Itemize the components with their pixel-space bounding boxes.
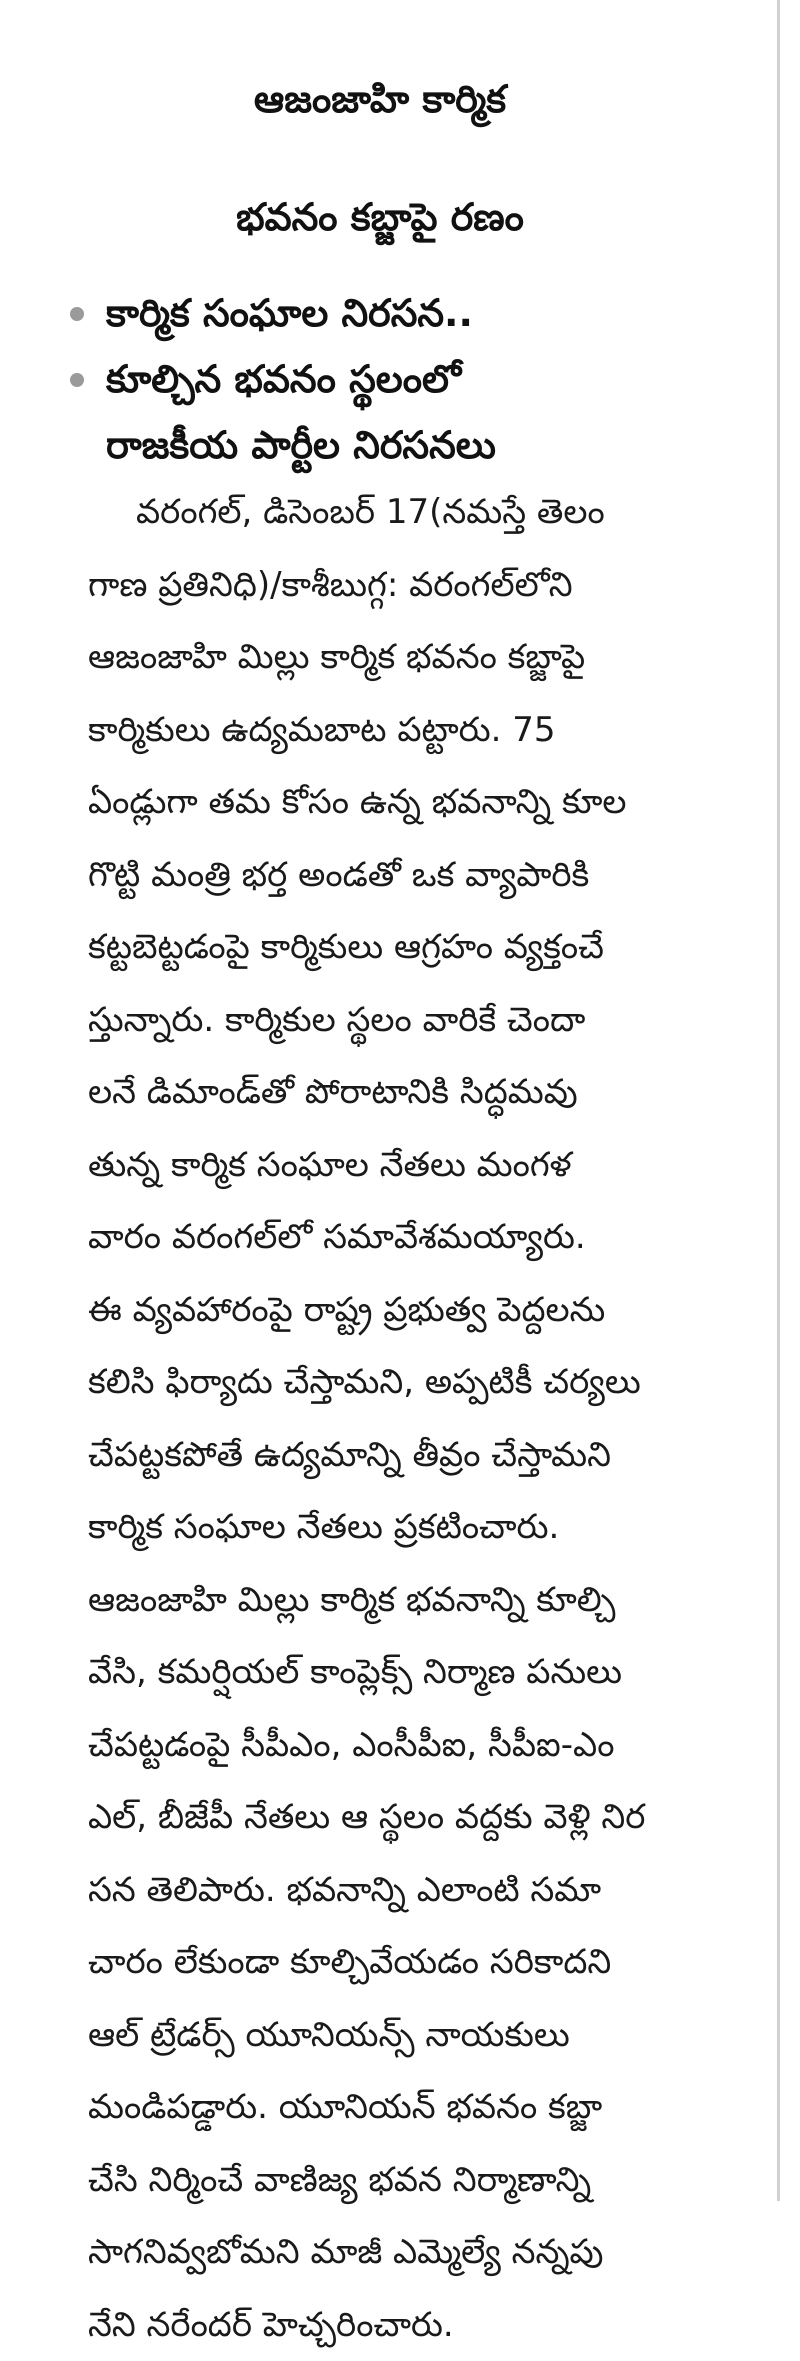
- headline: [0, 40, 760, 276]
- body-line: చారం లేకుండా కూల్చివేయడం సరికాదని: [88, 1926, 738, 1999]
- body-line: ఆజంజాహి మిల్లు కార్మిక భవనాన్ని కూల్చి: [88, 1564, 738, 1637]
- body-line: ఆల్ ట్రేడర్స్ యూనియన్స్ నాయకులు: [88, 1999, 738, 2072]
- body-line: వరంగల్, డిసెంబర్ 17(నమస్తే తెలం: [88, 476, 738, 549]
- body-line: చేసి నిర్మించే వాణిజ్య భవన నిర్మాణాన్ని: [88, 2144, 738, 2217]
- body-line: నేని నరేందర్ హెచ్చరించారు.: [88, 2289, 738, 2361]
- body-line: ఎల్, బీజేపీ నేతలు ఆ స్థలం వద్దకు వెళ్లి నిర: [88, 1781, 738, 1854]
- bullet-item: [70, 346, 750, 478]
- body-line: సన తెలిపారు. భవనాన్ని ఎలాంటి సమా: [88, 1854, 738, 1927]
- column-divider: [777, 0, 780, 2201]
- body-line: కలిసి ఫిర్యాదు చేస్తామని, అప్పటికీ చర్యలు: [88, 1346, 738, 1419]
- body-line: మండిపడ్డారు. యూనియన్ భవనం కబ్జా: [88, 2071, 738, 2144]
- body-line: సాగనివ్వబోమని మాజీ ఎమ్మెల్యే నన్నపు: [88, 2216, 738, 2289]
- body-line: తున్న కార్మిక సంఘాల నేతలు మంగళ: [88, 1129, 738, 1202]
- body-line: ఈ వ్యవహారంపై రాష్ట్ర ప్రభుత్వ పెద్దలను: [88, 1274, 738, 1347]
- subheadline-bullets: [70, 280, 750, 478]
- headline-line: భవనం కబ్జాపై రణం: [0, 158, 760, 276]
- bullet-text: రాజకీయ పార్టీల నిరసనలు: [106, 412, 496, 478]
- bullet-text: కూల్చిన భవనం స్థలంలో: [106, 346, 496, 412]
- article-body: [88, 476, 738, 2361]
- bullet-text: కార్మిక సంఘాల నిరసన..: [106, 280, 473, 346]
- bullet-item: [70, 280, 750, 346]
- body-line: చేపట్టకపోతే ఉద్యమాన్ని తీవ్రం చేస్తామని: [88, 1419, 738, 1492]
- headline-line: ఆజంజాహి కార్మిక: [0, 40, 760, 158]
- body-line: కార్మికులు ఉద్యమబాట పట్టారు. 75: [88, 694, 738, 767]
- bullet-dot-icon: [70, 373, 84, 387]
- body-line: ఆజంజాహి మిల్లు కార్మిక భవనం కబ్జాపై: [88, 621, 738, 694]
- bullet-dot-icon: [70, 307, 84, 321]
- body-line: చేపట్టడంపై సీపీఎం, ఎంసీపీఐ, సీపీఐ-ఎం: [88, 1709, 738, 1782]
- body-line: కార్మిక సంఘాల నేతలు ప్రకటించారు.: [88, 1491, 738, 1564]
- body-line: గాణ ప్రతినిధి)/కాశీబుగ్గ: వరంగల్‌లోని: [88, 549, 738, 622]
- body-line: వారం వరంగల్‌లో సమావేశమయ్యారు.: [88, 1201, 738, 1274]
- body-line: ఏండ్లుగా తమ కోసం ఉన్న భవనాన్ని కూల: [88, 766, 738, 839]
- body-line: లనే డిమాండ్‌తో పోరాటానికి సిద్ధమవు: [88, 1056, 738, 1129]
- body-line: వేసి, కమర్షియల్ కాంప్లెక్స్ నిర్మాణ పనులు: [88, 1636, 738, 1709]
- body-line: స్తున్నారు. కార్మికుల స్థలం వారికే చెందా: [88, 984, 738, 1057]
- body-line: కట్టబెట్టడంపై కార్మికులు ఆగ్రహం వ్యక్తంచే: [88, 911, 738, 984]
- body-line: గొట్టి మంత్రి భర్త అండతో ఒక వ్యాపారికి: [88, 839, 738, 912]
